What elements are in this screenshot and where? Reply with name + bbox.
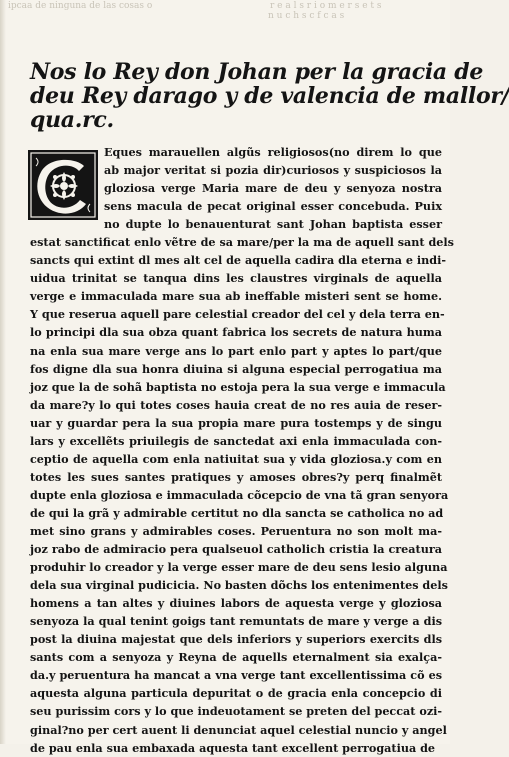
text-line: joz que la de sohã baptista no estoja pera la sua verge e immacula: [30, 379, 446, 394]
text-line: sancts qui extint dl mes alt cel de aquella cadira dla eterna e indi-: [30, 253, 446, 268]
text-line: produhir lo creador y la verge esser mare de deu sens lesio alguna: [30, 560, 448, 575]
text-line: gloziosa verge Maria mare de deu y senyoza nostra: [104, 181, 442, 196]
margin-fragment-right-2: n u c h s c f c a s: [268, 11, 345, 21]
text-line: senyoza la qual tenint goigs tant remuntats de mare y verge a dis: [30, 614, 442, 629]
text-line: da mare?y lo qui totes coses hauia creat de no res auia de reser-: [30, 397, 442, 412]
text-line: aquesta alguna particula depuritat o de gracia enla concepcio di: [30, 686, 442, 701]
bleed-through-fragments: [0, 0, 450, 30]
text-line: de qui la grã y admirable certitut no dla sancta se catholica no ad: [30, 505, 444, 520]
text-line: post la diuina majestat que dels inferiors y superiors exercits dls: [30, 632, 442, 647]
margin-fragment-left: ipcaa de ninguna de las cosas o: [8, 1, 153, 11]
text-line: uar y guardar pera la sua propia mare pura tostemps y de singu: [30, 415, 442, 430]
document-heading: [30, 59, 509, 133]
page-edge-shadow: [0, 0, 6, 744]
text-line: ab major veritat si pozia dir)curiosos y suspiciosos la: [104, 163, 442, 178]
text-line: met sino grans y admirables coses. Peruentura no son molt ma-: [30, 523, 442, 538]
text-line: sens macula de pecat original esser concebuda. Puix: [104, 199, 442, 214]
margin-fragment-right: r e a l s r i o m e r s e t s: [270, 1, 382, 11]
text-line: no dupte lo benauenturat sant Johan baptista esser: [104, 217, 442, 232]
text-line: totes les sues santes pratiques y amoses obres?y perq finalmẽt: [30, 469, 442, 484]
heading-line: qua.rc.: [30, 107, 114, 133]
text-line: lo principi dla sua obza quant fabrica los secrets de natura huma: [30, 325, 442, 340]
text-line: seu purissim cors y lo que indeuotament se preten del peccat ozi-: [30, 704, 443, 719]
heading-line: deu Rey darago y de valencia de mallor/: [30, 83, 509, 109]
text-line: da.y peruentura ha mancat a vna verge tant excellentissima cõ es: [30, 668, 442, 683]
text-line: dupte enla gloziosa e immaculada cõcepcio de vna tã gran senyora: [30, 487, 449, 502]
text-line: Eques marauellen algũs religiosos(no direm lo que: [104, 145, 442, 159]
text-line: homens a tan altes y diuines labors de aquesta verge y gloziosa: [30, 596, 442, 611]
text-line: ceptio de aquella com enla natiuitat sua y vida gloziosa.y com en: [30, 451, 442, 466]
text-line: estat sanctificat enlo vẽtre de sa mare/per la ma de aquell sant dels: [30, 235, 454, 250]
text-line: dela sua virginal pudicicia. No basten dõchs los entenimentes dels: [30, 578, 448, 593]
text-line: ginal?no per cert auent li denunciat aquel celestial nuncio y angel: [30, 722, 447, 737]
text-line: verge e immaculada mare sua ab ineffable misteri sent se home.: [30, 289, 442, 304]
text-line: fos digne dla sua honra diuina si alguna especial perrogatiua ma: [30, 361, 442, 376]
document-body-text: [30, 143, 454, 757]
text-line: na enla sua mare verge ans lo part enlo part y aptes lo part/que: [30, 343, 442, 358]
heading-line: Nos lo Rey don Johan per la gracia de: [30, 59, 484, 85]
text-line: de pau enla sua embaxada aquesta tant excellent perrogatiua de: [30, 740, 436, 755]
text-line: lars y excellẽts priuilegis de sanctedat axi enla immaculada con-: [30, 433, 442, 448]
text-line: joz rabo de admiracio pera qualseuol catholich cristia la creatura: [30, 542, 442, 557]
text-line: sants com a senyoza y Reyna de aquells eternalment sia exalça-: [30, 650, 442, 665]
text-line: Y que reserua aquell pare celestial creador del cel y dela terra en-: [30, 307, 445, 322]
text-line: uidua trinitat se tanqua dins les claustres virginals de aquella: [30, 271, 442, 286]
